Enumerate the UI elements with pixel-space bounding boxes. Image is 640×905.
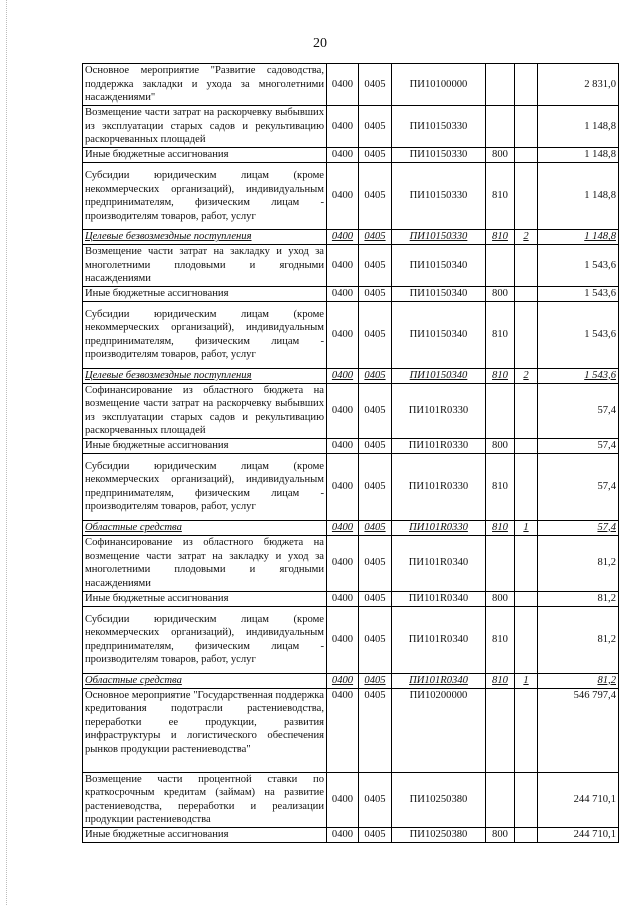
row-subsection: 0405 — [359, 301, 392, 368]
row-funding-source: 1 — [515, 673, 538, 688]
table-row — [83, 245, 619, 287]
row-name: Областные средства — [83, 673, 327, 688]
row-target-article: ПИ10150330 — [392, 148, 486, 163]
row-expense-type: 800 — [486, 438, 515, 453]
row-subsection: 0405 — [359, 368, 392, 383]
row-funding-source — [515, 245, 538, 287]
row-expense-type: 810 — [486, 163, 515, 230]
row-amount: 81,2 — [538, 535, 619, 591]
row-name: Целевые безвозмездные поступления — [83, 230, 327, 245]
row-section: 0400 — [327, 106, 359, 148]
row-expense-type: 810 — [486, 520, 515, 535]
row-target-article: ПИ10150340 — [392, 368, 486, 383]
row-section: 0400 — [327, 535, 359, 591]
row-section: 0400 — [327, 301, 359, 368]
row-name: Основное мероприятие "Государственная поддержка кредитования подотрасли растениеводства, переработки ее продукции, развития инфраструктуры и логистического обеспечения рынков продукции растениеводства" — [83, 688, 327, 772]
row-target-article: ПИ101R0340 — [392, 673, 486, 688]
row-target-article: ПИ101R0340 — [392, 606, 486, 673]
row-expense-type — [486, 245, 515, 287]
row-subsection: 0405 — [359, 520, 392, 535]
row-amount: 1 543,6 — [538, 286, 619, 301]
row-target-article: ПИ10150330 — [392, 163, 486, 230]
table-row — [83, 606, 619, 673]
row-name: Субсидии юридическим лицам (кроме некоммерческих организаций), индивидуальным предпринимателям, физическим лицам - производителям товаров, работ, услуг — [83, 453, 327, 520]
row-funding-source — [515, 535, 538, 591]
table-row — [83, 368, 619, 383]
row-section: 0400 — [327, 591, 359, 606]
row-subsection: 0405 — [359, 673, 392, 688]
row-amount: 1 148,8 — [538, 163, 619, 230]
row-amount: 81,2 — [538, 591, 619, 606]
table-row — [83, 453, 619, 520]
row-funding-source — [515, 163, 538, 230]
row-subsection: 0405 — [359, 606, 392, 673]
left-margin-dotted-line — [6, 0, 7, 905]
row-subsection: 0405 — [359, 106, 392, 148]
table-row — [83, 772, 619, 827]
row-section: 0400 — [327, 245, 359, 287]
row-name: Субсидии юридическим лицам (кроме некоммерческих организаций), индивидуальным предпринимателям, физическим лицам - производителям товаров, работ, услуг — [83, 163, 327, 230]
row-name: Иные бюджетные ассигнования — [83, 591, 327, 606]
row-target-article: ПИ10250380 — [392, 827, 486, 842]
row-funding-source — [515, 301, 538, 368]
row-expense-type — [486, 383, 515, 438]
table-row — [83, 301, 619, 368]
row-target-article: ПИ101R0330 — [392, 383, 486, 438]
row-section: 0400 — [327, 827, 359, 842]
row-funding-source — [515, 64, 538, 106]
row-amount: 244 710,1 — [538, 772, 619, 827]
row-section: 0400 — [327, 64, 359, 106]
row-subsection: 0405 — [359, 245, 392, 287]
table-row — [83, 535, 619, 591]
row-funding-source — [515, 106, 538, 148]
row-name: Основное мероприятие "Развитие садоводства, поддержка закладки и ухода за многолетними насаждениями" — [83, 64, 327, 106]
row-amount: 81,2 — [538, 673, 619, 688]
row-expense-type: 800 — [486, 591, 515, 606]
row-section: 0400 — [327, 148, 359, 163]
row-expense-type — [486, 106, 515, 148]
row-funding-source: 1 — [515, 520, 538, 535]
table-row — [83, 591, 619, 606]
row-subsection: 0405 — [359, 453, 392, 520]
row-target-article: ПИ10150330 — [392, 106, 486, 148]
row-subsection: 0405 — [359, 688, 392, 772]
row-name: Субсидии юридическим лицам (кроме некоммерческих организаций), индивидуальным предпринимателям, физическим лицам - производителям товаров, работ, услуг — [83, 301, 327, 368]
row-target-article: ПИ101R0340 — [392, 591, 486, 606]
row-expense-type: 800 — [486, 827, 515, 842]
row-section: 0400 — [327, 383, 359, 438]
table-row — [83, 64, 619, 106]
row-name: Возмещение части затрат на раскорчевку выбывших из эксплуатации старых садов и рекультивацию раскорчеванных площадей — [83, 106, 327, 148]
row-target-article: ПИ101R0330 — [392, 438, 486, 453]
row-section: 0400 — [327, 673, 359, 688]
row-name: Возмещение части затрат на закладку и уход за многолетними плодовыми и ягодными насаждениями — [83, 245, 327, 287]
row-name: Софинансирование из областного бюджета на возмещение части затрат на раскорчевку выбывших из эксплуатации старых садов и рекультивацию раскорчеванных площадей — [83, 383, 327, 438]
row-expense-type: 810 — [486, 230, 515, 245]
row-funding-source — [515, 688, 538, 772]
row-expense-type — [486, 688, 515, 772]
row-funding-source — [515, 286, 538, 301]
row-subsection: 0405 — [359, 163, 392, 230]
row-funding-source — [515, 772, 538, 827]
row-funding-source — [515, 827, 538, 842]
row-funding-source — [515, 148, 538, 163]
row-amount: 57,4 — [538, 383, 619, 438]
row-target-article: ПИ10150340 — [392, 245, 486, 287]
table-row — [83, 106, 619, 148]
row-amount: 1 148,8 — [538, 148, 619, 163]
page-number: 20 — [313, 36, 327, 51]
row-funding-source — [515, 438, 538, 453]
row-section: 0400 — [327, 520, 359, 535]
row-name: Иные бюджетные ассигнования — [83, 286, 327, 301]
row-amount: 546 797,4 — [538, 688, 619, 772]
row-expense-type — [486, 535, 515, 591]
table-row — [83, 383, 619, 438]
row-funding-source: 2 — [515, 230, 538, 245]
row-subsection: 0405 — [359, 827, 392, 842]
row-funding-source — [515, 383, 538, 438]
row-expense-type: 810 — [486, 301, 515, 368]
row-target-article: ПИ10250380 — [392, 772, 486, 827]
row-funding-source — [515, 453, 538, 520]
row-amount: 1 148,8 — [538, 230, 619, 245]
row-target-article: ПИ10100000 — [392, 64, 486, 106]
row-expense-type: 810 — [486, 606, 515, 673]
row-name: Иные бюджетные ассигнования — [83, 438, 327, 453]
row-expense-type: 810 — [486, 453, 515, 520]
row-section: 0400 — [327, 688, 359, 772]
row-section: 0400 — [327, 286, 359, 301]
row-section: 0400 — [327, 606, 359, 673]
row-name: Иные бюджетные ассигнования — [83, 827, 327, 842]
table-row — [83, 438, 619, 453]
row-section: 0400 — [327, 438, 359, 453]
row-target-article: ПИ10150340 — [392, 286, 486, 301]
row-subsection: 0405 — [359, 591, 392, 606]
row-subsection: 0405 — [359, 230, 392, 245]
row-target-article: ПИ10150330 — [392, 230, 486, 245]
row-amount: 244 710,1 — [538, 827, 619, 842]
row-target-article: ПИ101R0340 — [392, 535, 486, 591]
row-expense-type: 810 — [486, 673, 515, 688]
row-name: Областные средства — [83, 520, 327, 535]
row-funding-source: 2 — [515, 368, 538, 383]
table-row — [83, 286, 619, 301]
row-expense-type — [486, 772, 515, 827]
budget-table — [82, 63, 619, 843]
row-amount: 2 831,0 — [538, 64, 619, 106]
row-target-article: ПИ10150340 — [392, 301, 486, 368]
row-amount: 1 543,6 — [538, 245, 619, 287]
row-amount: 57,4 — [538, 453, 619, 520]
row-section: 0400 — [327, 230, 359, 245]
row-amount: 1 543,6 — [538, 368, 619, 383]
table-row — [83, 827, 619, 842]
row-amount: 1 148,8 — [538, 106, 619, 148]
row-subsection: 0405 — [359, 286, 392, 301]
row-amount: 57,4 — [538, 520, 619, 535]
row-subsection: 0405 — [359, 383, 392, 438]
row-target-article: ПИ101R0330 — [392, 520, 486, 535]
row-section: 0400 — [327, 368, 359, 383]
row-amount: 57,4 — [538, 438, 619, 453]
row-funding-source — [515, 591, 538, 606]
table-row — [83, 148, 619, 163]
table-row — [83, 673, 619, 688]
row-name: Целевые безвозмездные поступления — [83, 368, 327, 383]
table-row — [83, 163, 619, 230]
table-row — [83, 520, 619, 535]
row-amount: 81,2 — [538, 606, 619, 673]
row-funding-source — [515, 606, 538, 673]
row-expense-type: 800 — [486, 148, 515, 163]
row-amount: 1 543,6 — [538, 301, 619, 368]
row-subsection: 0405 — [359, 438, 392, 453]
row-subsection: 0405 — [359, 148, 392, 163]
table-row — [83, 230, 619, 245]
row-name: Возмещение части процентной ставки по краткосрочным кредитам (займам) на развитие растениеводства, переработки и реализации продукции растениеводства — [83, 772, 327, 827]
row-section: 0400 — [327, 163, 359, 230]
row-section: 0400 — [327, 453, 359, 520]
row-target-article: ПИ101R0330 — [392, 453, 486, 520]
row-expense-type — [486, 64, 515, 106]
row-subsection: 0405 — [359, 64, 392, 106]
row-section: 0400 — [327, 772, 359, 827]
row-expense-type: 810 — [486, 368, 515, 383]
row-name: Иные бюджетные ассигнования — [83, 148, 327, 163]
table-row — [83, 688, 619, 772]
row-target-article: ПИ10200000 — [392, 688, 486, 772]
row-subsection: 0405 — [359, 772, 392, 827]
row-subsection: 0405 — [359, 535, 392, 591]
row-name: Софинансирование из областного бюджета на возмещение части затрат на закладку и уход за многолетними плодовыми и ягодными насаждениями — [83, 535, 327, 591]
row-expense-type: 800 — [486, 286, 515, 301]
row-name: Субсидии юридическим лицам (кроме некоммерческих организаций), индивидуальным предпринимателям, физическим лицам - производителям товаров, работ, услуг — [83, 606, 327, 673]
